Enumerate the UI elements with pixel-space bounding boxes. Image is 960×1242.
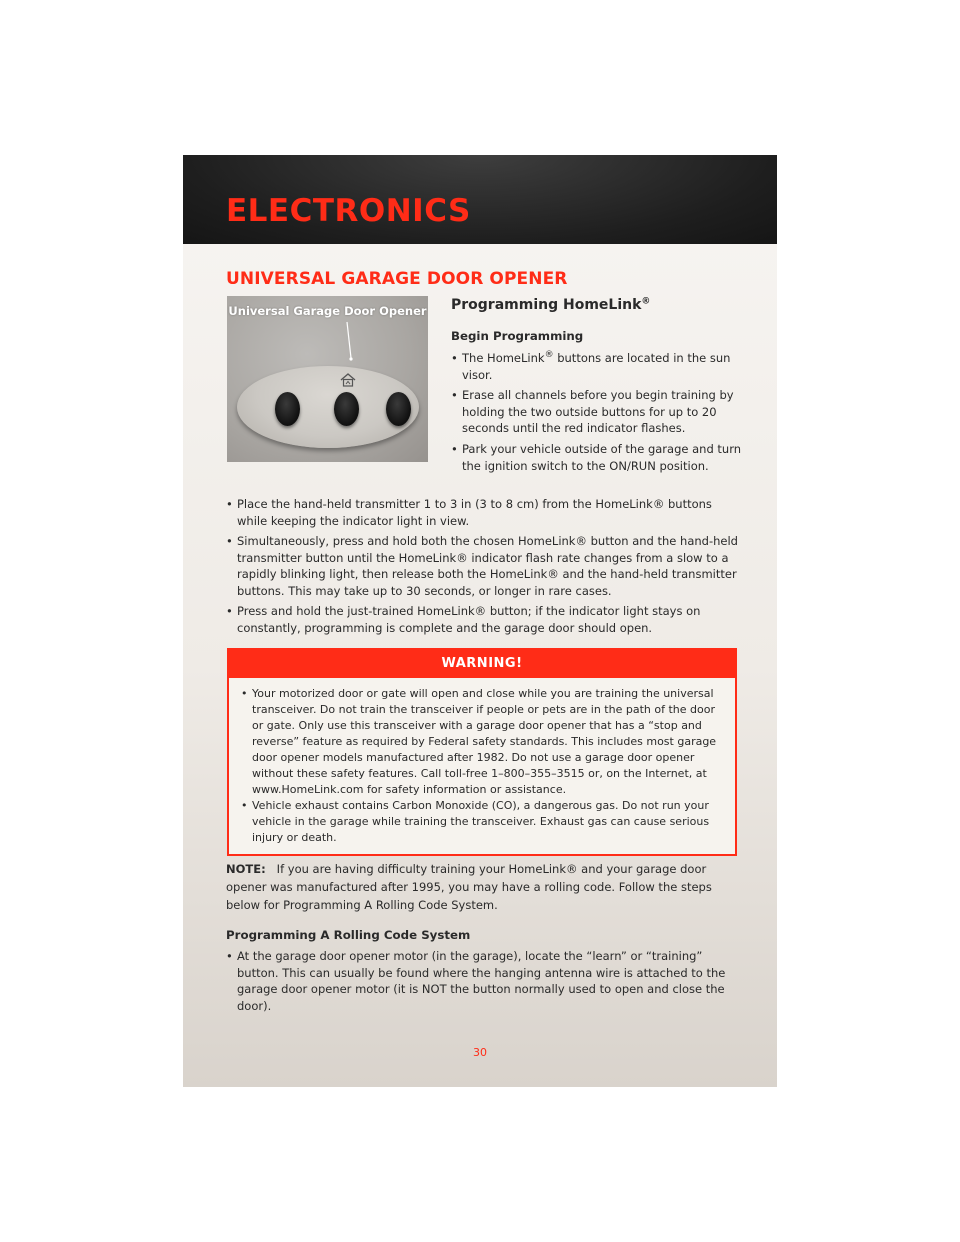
page-header xyxy=(183,155,777,244)
garage-opener-photo xyxy=(227,296,428,462)
page-number: 30 xyxy=(473,1046,487,1059)
list-item: • At the garage door opener motor (in the garage), locate the “learn” or “training” button. This can usually be found where the hanging antenna wire is attached to the garage door opener motor (it is NOT the button normally used to open and close the door). xyxy=(226,949,726,1013)
photo-label: Universal Garage Door Opener xyxy=(228,304,427,318)
list-item: • Erase all channels before you begin training by holding the two outside buttons for up to 20 seconds until the red indicator flashes. xyxy=(451,388,734,435)
note-label: NOTE: xyxy=(226,862,266,876)
list-item: • The HomeLink® buttons are located in the sun visor. xyxy=(451,350,731,382)
programming-heading: Programming HomeLink® xyxy=(451,296,651,313)
manual-page xyxy=(183,155,777,1087)
warning-box xyxy=(227,648,737,856)
list-item: • Place the hand-held transmitter 1 to 3 in (3 to 8 cm) from the HomeLink® buttons while keeping the indicator light in view. xyxy=(226,497,712,528)
chapter-title: ELECTRONICS xyxy=(226,193,471,229)
list-item: • Simultaneously, press and hold both the chosen HomeLink® button and the hand-held transmitter button until the HomeLink® indicator flash rate changes from a slow to a rapidly blinking light, then release both the HomeLink® and the hand-held transmitter buttons. This may take up to 30 seconds, or longer in rare cases. xyxy=(226,534,738,598)
begin-programming-heading: Begin Programming xyxy=(451,329,584,343)
warning-title: WARNING! xyxy=(229,650,735,678)
opener-button-center xyxy=(334,392,359,426)
house-icon xyxy=(340,373,356,387)
list-item: • Park your vehicle outside of the garage and turn the ignition switch to the ON/RUN position. xyxy=(451,442,742,473)
list-item: • Press and hold the just-trained HomeLink® button; if the indicator light stays on constantly, programming is complete and the garage door should open. xyxy=(226,604,701,635)
opener-button-left xyxy=(275,392,300,426)
warning-item: • Your motorized door or gate will open and close while you are training the universal transceiver. Do not train the transceiver if people or pets are in the path of the door or gate. Only use this transceiver with a garage door opener that has a “stop and reverse” feature as required by Federal safety standards. This includes most garage door opener models manufactured after 1982. Do not use a garage door opener without these safety features. Call toll-free 1–800–355–3515 or, on the Internet, at www.HomeLink.com for safety information or assistance. xyxy=(241,687,717,796)
note-paragraph xyxy=(226,860,736,914)
warning-item: • Vehicle exhaust contains Carbon Monoxide (CO), a dangerous gas. Do not run your vehicle in the garage while training the transceiver. Exhaust gas can cause serious injury or death. xyxy=(241,799,710,844)
note-text: If you are having difficulty training your HomeLink® and your garage door opener was manufactured after 1995, you may have a rolling code. Follow the steps below for Programming A Rolling Code System. xyxy=(226,862,712,912)
section-title: UNIVERSAL GARAGE DOOR OPENER xyxy=(226,269,568,289)
opener-button-right xyxy=(386,392,411,426)
rolling-code-heading: Programming A Rolling Code System xyxy=(226,928,471,942)
